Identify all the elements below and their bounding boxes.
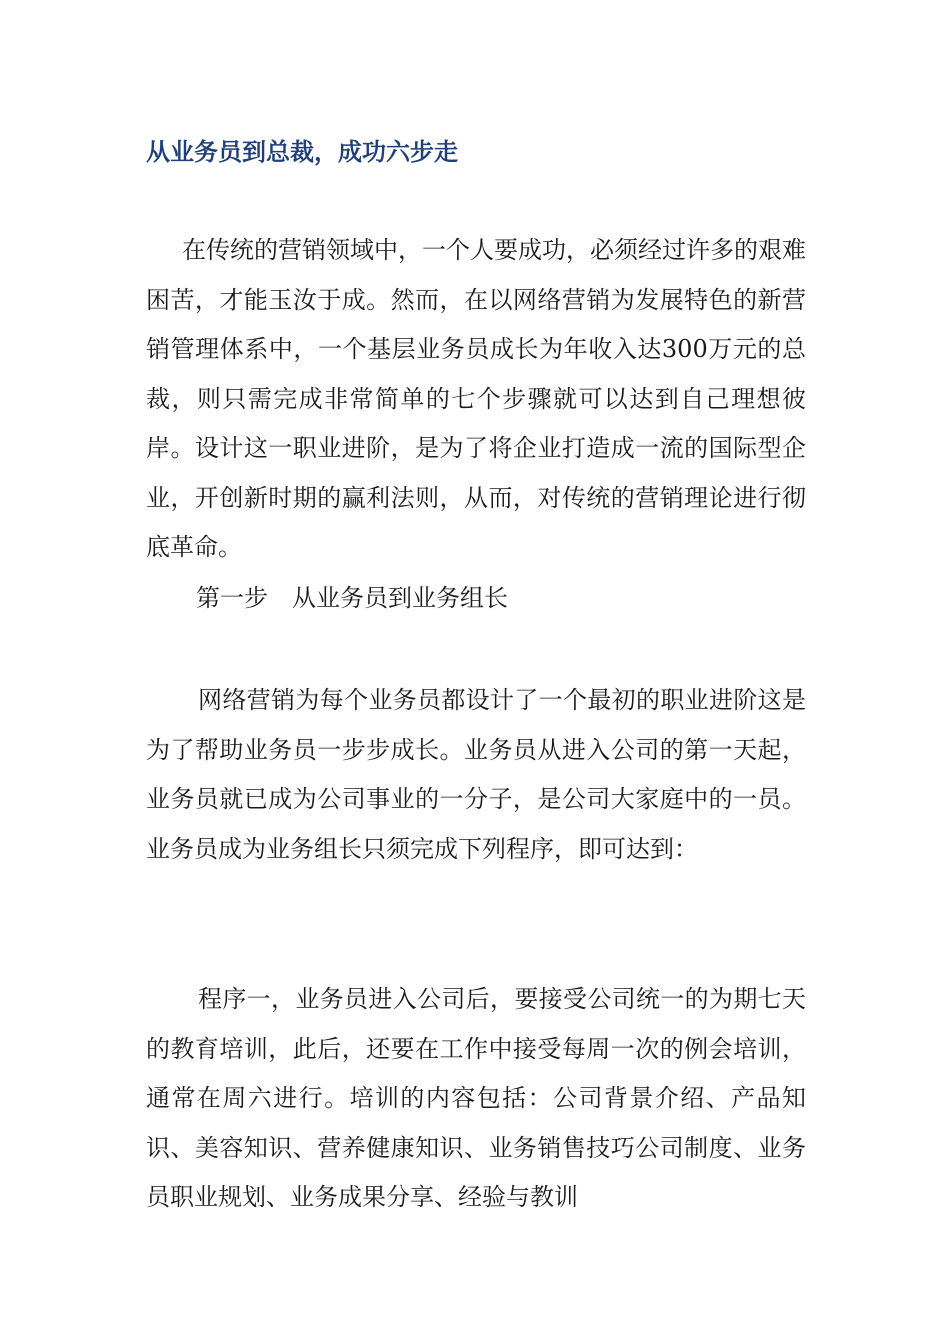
- step-one-paragraph: 网络营销为每个业务员都设计了一个最初的职业进阶这是为了帮助业务员一步步成长。业务员从进入公司的第一天起，业务员就已成为公司事业的一分子，是公司大家庭中的一员。业务员成为业务组长只须完成下列程序，即可达到：: [146, 686, 806, 863]
- step-one-heading: 第一步 从业务员到业务组长: [196, 584, 508, 612]
- intro-paragraph: 在传统的营销领域中，一个人要成功，必须经过许多的艰难困苦，才能玉汝于成。然而，在以网络营销为发展特色的新营销管理体系中，一个基层业务员成长为年收入达300万元的总裁，则只需完成非常简单的七个步骤就可以达到自己理想彼岸。设计这一职业进阶，是为了将企业打造成一流的国际型企业，开创新时期的赢利法则，从而，对传统的营销理论进行彻底革命。: [146, 236, 806, 561]
- procedure-one-paragraph: 程序一，业务员进入公司后，要接受公司统一的为期七天的教育培训，此后，还要在工作中接受每周一次的例会培训，通常在周六进行。培训的内容包括：公司背景介绍、产品知识、美容知识、营养健康知识、业务销售技巧公司制度、业务员职业规划、业务成果分享、经验与教训: [146, 985, 806, 1211]
- document-title: 从业务员到总裁，成功六步走: [146, 138, 458, 166]
